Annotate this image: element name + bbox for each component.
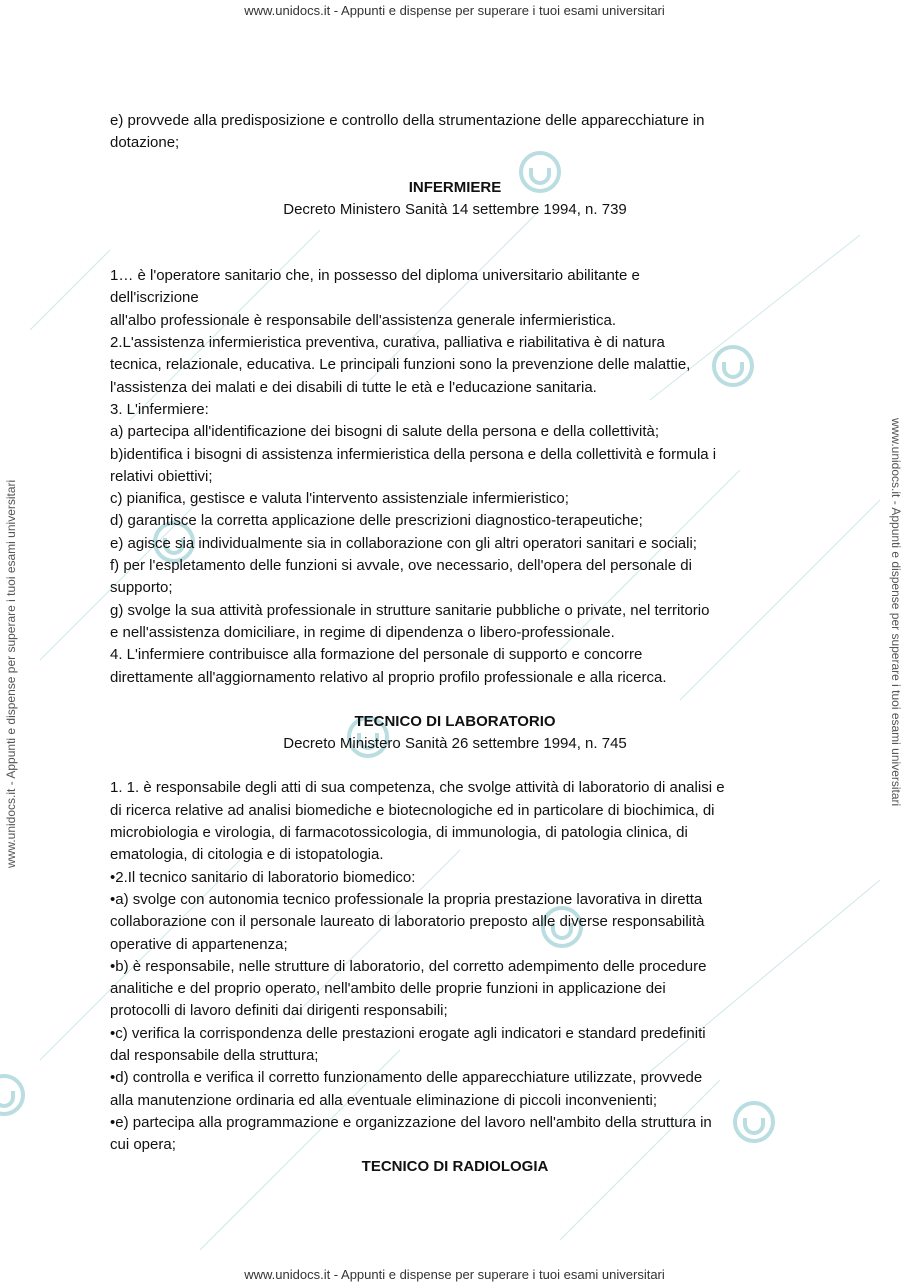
infermiere-text (110, 265, 800, 689)
page-footer-banner[interactable]: www.unidocs.it - Appunti e dispense per superare i tuoi esami universitari (244, 1267, 665, 1282)
text-line: dal responsabile della struttura; (110, 1046, 319, 1064)
text-line: b)identifica i bisogni di assistenza infermieristica della persona e della collettività e formula i (110, 445, 717, 463)
text-line: •a) svolge con autonomia tecnico professionale la propria prestazione lavorativa in diretta (110, 890, 703, 908)
text-line: all'albo professionale è responsabile dell'assistenza generale infermieristica. (110, 311, 617, 329)
text-line: collaborazione con il personale laureato di laboratorio preposto alle diverse responsabilità (110, 913, 705, 931)
text-line: cui opera; (110, 1136, 176, 1154)
side-banner-left: www.unidocs.it - Appunti e dispense per superare i tuoi esami universitari (4, 479, 18, 868)
text-line: •b) è responsabile, nelle strutture di laboratorio, del corretto adempimento delle procedure (110, 957, 707, 975)
text-line: e nell'assistenza domiciliare, in regime di dipendenza o libero-professionale. (110, 623, 615, 641)
page-header-banner[interactable]: www.unidocs.it - Appunti e dispense per superare i tuoi esami universitari (244, 3, 665, 18)
section-title-laboratorio: TECNICO DI LABORATORIO (354, 712, 556, 730)
text-line: •2.Il tecnico sanitario di laboratorio biomedico: (110, 868, 416, 886)
intro-line: e) provvede alla predisposizione e controllo della strumentazione delle apparecchiature in (110, 112, 705, 129)
text-line: •d) controlla e verifica il corretto funzionamento delle apparecchiature utilizzate, provvede (110, 1069, 703, 1087)
text-line: •e) partecipa alla programmazione e organizzazione del lavoro nell'ambito della struttura in (110, 1113, 712, 1131)
text-line: dell'iscrizione (110, 289, 199, 307)
document-body (110, 110, 800, 1179)
decree-laboratorio: Decreto Ministero Sanità 26 settembre 1994, n. 745 (283, 735, 627, 753)
text-line: relativi obiettivi; (110, 467, 213, 485)
text-line: a) partecipa all'identificazione dei bisogni di salute della persona e della collettività; (110, 423, 660, 441)
text-line: supporto; (110, 579, 173, 597)
section-title-radiologia: TECNICO DI RADIOLOGIA (361, 1158, 549, 1176)
laboratorio-text (110, 777, 800, 1156)
text-line: c) pianifica, gestisce e valuta l'intervento assistenziale infermieristico; (110, 490, 569, 508)
text-line: ematologia, di citologia e di istopatologia. (110, 846, 384, 864)
text-line: analitiche e del proprio operato, nell'ambito delle proprie funzioni in applicazione dei (110, 980, 666, 998)
text-line: microbiologia e virologia, di farmacotossicologia, di immunologia, di patologia clinica, di (110, 824, 688, 842)
section-title-infermiere: INFERMIERE (408, 178, 502, 196)
text-line: •c) verifica la corrispondenza delle prestazioni erogate agli indicatori e standard predefiniti (110, 1024, 706, 1042)
text-line: di ricerca relative ad analisi biomediche e biotecnologiche ed in particolare di biochimica, di (110, 801, 715, 819)
text-line: direttamente all'aggiornamento relativo al proprio profilo professionale e alla ricerca. (110, 668, 667, 686)
text-line: l'assistenza dei malati e dei disabili di tutte le età e l'educazione sanitaria. (110, 378, 597, 396)
text-line: f) per l'espletamento delle funzioni si avvale, ove necessario, dell'opera del personale di (110, 557, 692, 575)
text-line: d) garantisce la corretta applicazione delle prescrizioni diagnostico-terapeutiche; (110, 512, 643, 530)
side-banner-right: www.unidocs.it - Appunti e dispense per superare i tuoi esami universitari (889, 418, 903, 807)
text-line: protocolli di lavoro definiti dai dirigenti responsabili; (110, 1002, 448, 1020)
intro-line: dotazione; (110, 134, 180, 152)
text-line: e) agisce sia individualmente sia in collaborazione con gli altri operatori sanitari e sociali; (110, 534, 697, 552)
text-line: alla manutenzione ordinaria ed alla eventuale eliminazione di piccoli inconvenienti; (110, 1091, 658, 1109)
text-line: 1… è l'operatore sanitario che, in possesso del diploma universitario abilitante e (110, 267, 640, 285)
decree-infermiere: Decreto Ministero Sanità 14 settembre 1994, n. 739 (283, 200, 627, 218)
text-line: tecnica, relazionale, educativa. Le principali funzioni sono la prevenzione delle malattie, (110, 356, 691, 374)
text-line: 1. 1. è responsabile degli atti di sua competenza, che svolge attività di laboratorio di analisi e (110, 779, 725, 797)
text-line: operative di appartenenza; (110, 935, 288, 953)
text-line: 4. L'infermiere contribuisce alla formazione del personale di supporto e concorre (110, 646, 643, 664)
text-line: 2.L'assistenza infermieristica preventiva, curativa, palliativa e riabilitativa è di natura (110, 334, 665, 352)
text-line: g) svolge la sua attività professionale in strutture sanitarie pubbliche o private, nel territorio (110, 601, 710, 619)
text-line: 3. L'infermiere: (110, 400, 209, 418)
